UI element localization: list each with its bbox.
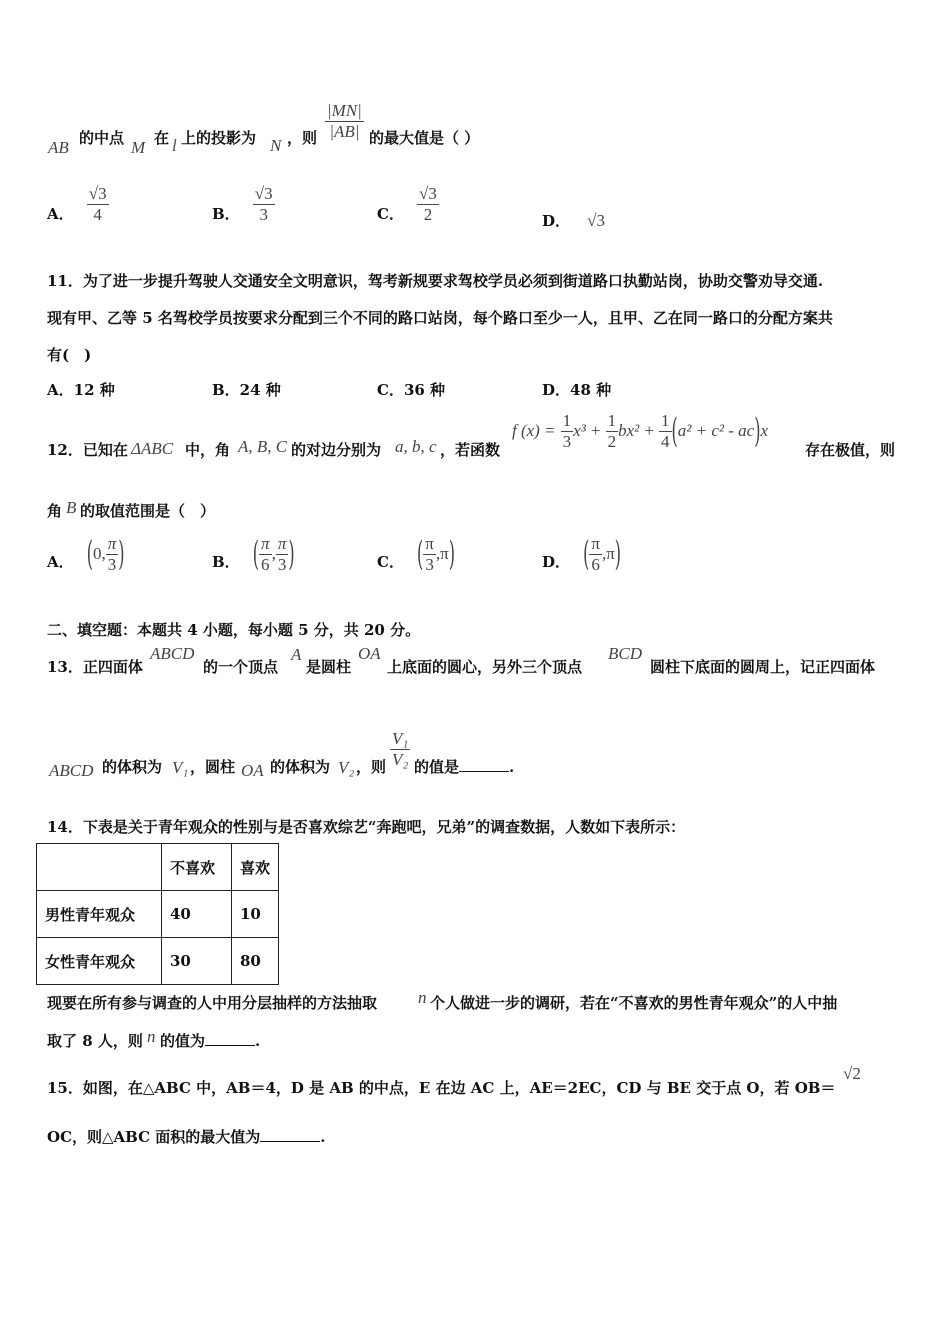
q14-after-2b: 的值为 . [160, 1032, 261, 1050]
q14-intro: 14．下表是关于青年观众的性别与是否喜欢综艺“奔跑吧，兄弟”的调查数据，人数如下表所示： [47, 818, 686, 836]
q12-text-2: 中，角 [185, 441, 231, 459]
table-header-cell: 不喜欢 [161, 844, 231, 891]
table-cell: 30 [161, 938, 231, 985]
segment-ab: AB [48, 138, 69, 157]
q13-l2-text-5: 的值是 . [414, 758, 515, 776]
q11-option-d[interactable]: D．48 种 [542, 381, 612, 399]
table-cell: 女性青年观众 [37, 938, 162, 985]
q12-option-c[interactable]: C． ( $\frac{\pi}{3}$ ,π) [377, 533, 455, 574]
table-cell: 40 [161, 891, 231, 938]
q12-function: f (x) = $\frac{1}{3}$ x³ + $\frac{1}{2}$ bx² + $\frac{1}{4}$ (a² + c² - ac)x [512, 410, 768, 451]
q10-text-4: ，则 [287, 129, 318, 147]
sqrt-2: √2 [843, 1064, 861, 1083]
q13-text-1: 13．正四面体 [47, 658, 143, 676]
table-header-row [37, 844, 279, 891]
q13-text-3: 是圆柱 [306, 658, 352, 676]
cylinder-oa: OA [358, 644, 381, 663]
q11-option-a[interactable]: A．12 种 [47, 381, 115, 399]
sides-abc: a, b, c [395, 437, 437, 456]
vertex-a: A [291, 645, 302, 664]
tetra-abcd: ABCD [150, 644, 195, 663]
table-header-cell [37, 844, 162, 891]
point-m: M [131, 138, 146, 157]
triangle-abc: ΔABC [131, 439, 174, 458]
q14-after-1a: 现要在所有参与调查的人中用分层抽样的方法抽取 [47, 994, 378, 1012]
q15-line-2: OC，则△ABC 面积的最大值为 . [47, 1128, 326, 1146]
q14-answer-blank[interactable] [205, 1045, 255, 1046]
q13-answer-blank[interactable] [459, 771, 509, 772]
q14-after-1b: 个人做进一步的调研，若在“不喜欢的男性青年观众”的人中抽 [430, 994, 838, 1012]
table-cell: 80 [231, 938, 278, 985]
q12-text-4: ，若函数 [440, 441, 501, 459]
q12-line-2a: 角 [47, 502, 63, 520]
q14-after-2a: 取了 8 人，则 [47, 1032, 143, 1050]
q11-line-1: 11．为了进一步提升驾驶人交通安全文明意识，驾考新规要求驾校学员必须到街道路口执勤站岗，协助交警劝导交通. [47, 272, 824, 290]
q11-option-b[interactable]: B．24 种 [212, 381, 281, 399]
q10-option-d[interactable]: D． √3 [542, 211, 605, 230]
q13-fraction: $\frac{\text{V₁}}{\text{V₂}}$ [392, 729, 409, 769]
q10-option-c[interactable]: C． $\frac{√3}{2}$ [377, 184, 437, 224]
line-l: l [172, 136, 177, 155]
q13-l2-text-2: ，圆柱 [190, 758, 236, 776]
q10-text-1: 的中点 [79, 129, 125, 147]
q12-text-3: 的对边分别为 [291, 441, 382, 459]
q11-line-2: 现有甲、乙等 5 名驾校学员按要求分配到三个不同的路口站岗，每个路口至少一人，且甲、乙在同一路口的分配方案共 [47, 309, 833, 327]
q10-text-5: 的最大值是（ ） [369, 129, 480, 147]
table-row [37, 938, 279, 985]
var-n-2: n [147, 1027, 156, 1046]
q10-option-a[interactable]: A． $\frac{√3}{4}$ [47, 184, 107, 224]
q12-text-5: 存在极值，则 [805, 441, 896, 459]
q10-option-b[interactable]: B． $\frac{√3}{3}$ [212, 184, 273, 224]
q13-l2-text-4: ，则 [356, 758, 387, 776]
var-n-1: n [418, 988, 427, 1007]
q10-stem [48, 102, 69, 157]
q10-fraction: $\frac{|MN|}{|AB|}$ [327, 101, 362, 141]
table-header-cell: 喜欢 [231, 844, 278, 891]
q12-option-d[interactable]: D． ( $\frac{\pi}{6}$ ,π) [542, 533, 622, 574]
q10-text-2: 在 [154, 129, 170, 147]
volume-v1: V₁ [172, 758, 189, 777]
q12-option-a[interactable]: A． (0, $\frac{\pi}{3}$ ) [47, 533, 125, 574]
q13-text-4: 上底面的圆心，另外三个顶点 [387, 658, 583, 676]
point-n: N [270, 136, 282, 155]
q15-line-1: 15．如图，在△ABC 中，AB＝4，D 是 AB 的中点，E 在边 AC 上，AE＝2EC，CD 与 BE 交于点 O，若 OB＝ [47, 1079, 836, 1097]
q13-text-5: 圆柱下底面的圆周上，记正四面体 [650, 658, 876, 676]
q12-text-1: 12．已知在 [47, 441, 128, 459]
volume-v2: V₂ [338, 758, 355, 777]
q12-line-2b: 的取值范围是（ ） [80, 502, 216, 520]
table-cell: 男性青年观众 [37, 891, 162, 938]
table-row [37, 891, 279, 938]
q12-option-b[interactable]: B． ( $\frac{\pi}{6}$ , $\frac{\pi}{3}$ ) [212, 533, 295, 574]
q15-answer-blank[interactable] [260, 1141, 320, 1142]
survey-table [36, 843, 279, 985]
cylinder-oa-2: OA [241, 761, 264, 780]
q13-l2-text-3: 的体积为 [270, 758, 331, 776]
angles-abc: A, B, C [238, 437, 288, 456]
q10-text-3: 上的投影为 [181, 129, 257, 147]
tetra-abcd-2: ABCD [49, 761, 94, 780]
q13-l2-text-1: 的体积为 [102, 758, 163, 776]
angle-b: B [66, 498, 77, 517]
vertices-bcd: BCD [608, 644, 642, 663]
q13-text-2: 的一个顶点 [203, 658, 279, 676]
section-2-heading: 二、填空题：本题共 4 小题，每小题 5 分，共 20 分。 [47, 621, 421, 639]
q11-line-3: 有( ) [47, 346, 92, 364]
q11-option-c[interactable]: C．36 种 [377, 381, 446, 399]
table-cell: 10 [231, 891, 278, 938]
